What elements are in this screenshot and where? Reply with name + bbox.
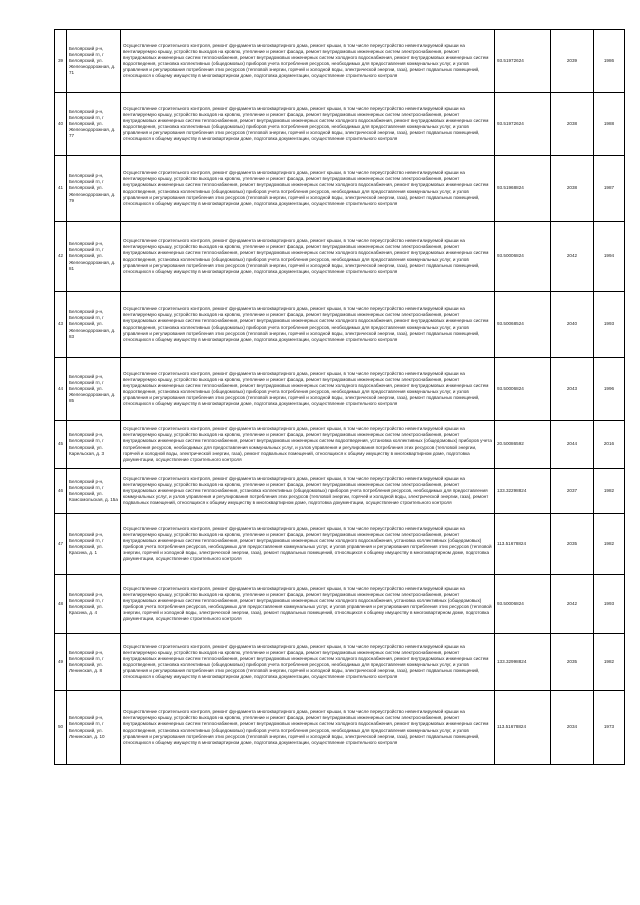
row-number: 42 — [55, 222, 67, 292]
cost-cell: 93.50006824 — [495, 222, 551, 292]
table-row — [55, 469, 625, 514]
works-description-cell: Осуществление строительного контроля, ремонт фундамента многоквартирного дома, ремонт крыши, в том числе переустройство невентилируемой крыши на вентилируемую крышу, устройство выходов на кровлю, утепление и ремонт фасада, ремонт внутридомовых инженерных систем электроснабжения, ремонт внутридомовых инженерных систем теплоснабжения, ремонт внутридомовых инженерных систем холодного водоснабжения, установка коллективных (общедомовых) приборов учета потребления ресурсов, необходимых для предоставления коммунальных услуг, и узлов управления и регулирования потребления этих ресурсов (тепловой энергии, горячей и холодной воды, электрической энергии, газа), ремонт подвальных помещений, относящихся к общему имуществу в многоквартирном доме, подготовка документации, осуществление строительного контроля — [121, 514, 495, 575]
works-description-cell: Осуществление строительного контроля, ремонт фундамента многоквартирного дома, ремонт крыши, в том числе переустройство невентилируемой крыши на вентилируемую крышу, устройство выходов на кровлю, утепление и ремонт фасада, ремонт внутридомовых инженерных систем электроснабжения, ремонт внутридомовых инженерных систем теплоснабжения, ремонт внутридомовых инженерных систем холодного водоснабжения, ремонт внутридомовых инженерных систем водоотведения, установка коллективных (общедомовых) приборов учета потребления ресурсов, необходимых для предоставления коммунальных услуг, и узлов управления и регулирования потребления этих ресурсов (тепловой энергии, горячей и холодной воды, электрической энергии, газа), ремонт подвальных помещений, относящихся к общему имуществу в многоквартирном доме, подготовка документации, осуществление строительного контроля — [121, 358, 495, 421]
table-row — [55, 514, 625, 575]
built-year-cell: 1986 — [594, 30, 625, 93]
planned-year-cell: 2042 — [551, 575, 594, 634]
address-cell: Белоярский р-н, Белоярский гп, г Белоярский, ул. Железнодорожная, д. 71 — [67, 30, 121, 93]
table-row — [55, 421, 625, 469]
planned-year-cell: 2039 — [551, 30, 594, 93]
planned-year-cell: 2035 — [551, 514, 594, 575]
row-number: 49 — [55, 634, 67, 691]
row-number: 46 — [55, 469, 67, 514]
row-number: 44 — [55, 358, 67, 421]
cost-cell: 93.50006824 — [495, 358, 551, 421]
works-description-cell: Осуществление строительного контроля, ремонт фундамента многоквартирного дома, ремонт крыши, в том числе переустройство невентилируемой крыши на вентилируемую крышу, устройство выходов на кровлю, утепление и ремонт фасада, ремонт внутридомовых инженерных систем электроснабжения, ремонт внутридомовых инженерных систем теплоснабжения, ремонт внутридомовых инженерных систем холодного водоснабжения, ремонт внутридомовых инженерных систем водоотведения, установка коллективных (общедомовых) приборов учета потребления ресурсов, необходимых для предоставления коммунальных услуг, и узлов управления и регулирования потребления этих ресурсов (тепловой энергии, горячей и холодной воды, электрической энергии, газа), ремонт подвальных помещений, относящихся к общему имуществу в многоквартирном доме, подготовка документации, осуществление строительного контроля — [121, 634, 495, 691]
planned-year-cell: 2035 — [551, 634, 594, 691]
works-description-cell: Осуществление строительного контроля, ремонт фундамента многоквартирного дома, ремонт крыши, в том числе переустройство невентилируемой крыши на вентилируемую крышу, устройство выходов на кровлю, утепление и ремонт фасада, ремонт внутридомовых инженерных систем электроснабжения, ремонт внутридомовых инженерных систем теплоснабжения, ремонт внутридомовых инженерных систем холодного водоснабжения, ремонт внутридомовых инженерных систем водоотведения, установка коллективных (общедомовых) приборов учета потребления ресурсов, необходимых для предоставления коммунальных услуг, и узлов управления и регулирования потребления этих ресурсов (тепловой энергии, горячей и холодной воды, электрической энергии, газа), ремонт подвальных помещений, относящихся к общему имуществу в многоквартирном доме, подготовка документации, осуществление строительного контроля — [121, 691, 495, 765]
cost-cell: 93.51972624 — [495, 93, 551, 156]
address-cell: Белоярский р-н, Белоярский гп, г Белоярский, ул. Карельская, д. 3 — [67, 421, 121, 469]
planned-year-cell: 2042 — [551, 222, 594, 292]
built-year-cell: 1988 — [594, 93, 625, 156]
repair-schedule-table — [54, 29, 625, 765]
built-year-cell: 1982 — [594, 634, 625, 691]
address-cell: Белоярский р-н, Белоярский гп, г Белоярский, ул. Комсомольская, д. 15а — [67, 469, 121, 514]
works-description-cell: Осуществление строительного контроля, ремонт фундамента многоквартирного дома, ремонт крыши, в том числе переустройство невентилируемой крыши на вентилируемую крышу, устройство выходов на кровлю, утепление и ремонт фасада, ремонт внутридомовых инженерных систем электроснабжения, ремонт внутридомовых инженерных систем теплоснабжения, ремонт внутридомовых инженерных систем холодного водоснабжения, ремонт внутридомовых инженерных систем водоотведения, установка коллективных (общедомовых) приборов учета потребления ресурсов, необходимых для предоставления коммунальных услуг, и узлов управления и регулирования потребления этих ресурсов (тепловой энергии, горячей и холодной воды, электрической энергии, газа), ремонт подвальных помещений, относящихся к общему имуществу в многоквартирном доме, подготовка документации, осуществление строительного контроля — [121, 30, 495, 93]
planned-year-cell: 2040 — [551, 292, 594, 358]
works-description-cell: Осуществление строительного контроля, ремонт фундамента многоквартирного дома, ремонт крыши, в том числе переустройство невентилируемой крыши на вентилируемую крышу, устройство выходов на кровлю, утепление и ремонт фасада, ремонт внутридомовых инженерных систем электроснабжения, ремонт внутридомовых инженерных систем теплоснабжения, ремонт внутридомовых инженерных систем холодного водоснабжения, установка коллективных (общедомовых) приборов учета потребления ресурсов, необходимых для предоставления коммунальных услуг, и узлов управления и регулирования потребления этих ресурсов (тепловой энергии, горячей и холодной воды, электрической энергии, газа), ремонт подвальных помещений, относящихся к общему имуществу в многоквартирном доме, подготовка документации, осуществление строительного контроля — [121, 575, 495, 634]
cost-cell: 20.50086592 — [495, 421, 551, 469]
built-year-cell: 1987 — [594, 156, 625, 222]
row-number: 50 — [55, 691, 67, 765]
address-cell: Белоярский р-н, Белоярский гп, г Белоярский, ул. Красина, д. 4 — [67, 575, 121, 634]
document-page — [54, 29, 624, 765]
built-year-cell: 2016 — [594, 421, 625, 469]
cost-cell: 133.32998824 — [495, 634, 551, 691]
planned-year-cell: 2043 — [551, 358, 594, 421]
table-body — [55, 30, 625, 765]
planned-year-cell: 2038 — [551, 156, 594, 222]
built-year-cell: 1982 — [594, 514, 625, 575]
works-description-cell: Осуществление строительного контроля, ремонт фундамента многоквартирного дома, ремонт крыши, в том числе переустройство невентилируемой крыши на вентилируемую крышу, устройство выходов на кровлю, утепление и ремонт фасада, ремонт внутридомовых инженерных систем электроснабжения, ремонт внутридомовых инженерных систем теплоснабжения, ремонт внутридомовых инженерных систем холодного водоснабжения, ремонт внутридомовых инженерных систем водоотведения, установка коллективных (общедомовых) приборов учета потребления ресурсов, необходимых для предоставления коммунальных услуг, и узлов управления и регулирования потребления этих ресурсов (тепловой энергии, горячей и холодной воды, электрической энергии, газа), ремонт подвальных помещений, относящихся к общему имуществу в многоквартирном доме, подготовка документации, осуществление строительного контроля — [121, 222, 495, 292]
works-description-cell: Осуществление строительного контроля, ремонт фундамента многоквартирного дома, ремонт крыши, в том числе переустройство невентилируемой крыши на вентилируемую крышу, устройство выходов на кровлю, утепление и ремонт фасада, ремонт внутридомовых инженерных систем электроснабжения, ремонт внутридомовых инженерных систем теплоснабжения, ремонт внутридомовых инженерных систем холодного водоснабжения, ремонт внутридомовых инженерных систем водоотведения, установка коллективных (общедомовых) приборов учета потребления ресурсов, необходимых для предоставления коммунальных услуг, и узлов управления и регулирования потребления этих ресурсов (тепловой энергии, горячей и холодной воды, электрической энергии, газа), ремонт подвальных помещений, относящихся к общему имуществу в многоквартирном доме, подготовка документации, осуществление строительного контроля — [121, 93, 495, 156]
address-cell: Белоярский р-н, Белоярский гп, г Белоярский, ул. Железнодорожная, д. 83 — [67, 292, 121, 358]
table-row — [55, 575, 625, 634]
built-year-cell: 1993 — [594, 575, 625, 634]
works-description-cell: Осуществление строительного контроля, ремонт фундамента многоквартирного дома, ремонт крыши, в том числе переустройство невентилируемой крыши на вентилируемую крышу, устройство выходов на кровлю, утепление и ремонт фасада, ремонт внутридомовых инженерных систем электроснабжения, ремонт внутридомовых инженерных систем теплоснабжения, ремонт внутридомовых инженерных систем водоотведения, установка коллективных (общедомовых) приборов учета потребления ресурсов, необходимых для предоставления коммунальных услуг, и узлов управления и регулирования потребления этих ресурсов (тепловой энергии, горячей и холодной воды, электрической энергии, газа), ремонт подвальных помещений, относящихся к общему имуществу в многоквартирном доме, подготовка документации, осуществление строительного контроля — [121, 421, 495, 469]
table-row — [55, 691, 625, 765]
cost-cell: 93.51968824 — [495, 156, 551, 222]
built-year-cell: 1994 — [594, 222, 625, 292]
cost-cell: 113.51678824 — [495, 691, 551, 765]
row-number: 45 — [55, 421, 67, 469]
table-row — [55, 93, 625, 156]
row-number: 41 — [55, 156, 67, 222]
planned-year-cell: 2034 — [551, 691, 594, 765]
cost-cell: 93.51972624 — [495, 30, 551, 93]
table-row — [55, 30, 625, 93]
row-number: 48 — [55, 575, 67, 634]
planned-year-cell: 2038 — [551, 93, 594, 156]
cost-cell: 133.32298824 — [495, 469, 551, 514]
cost-cell: 113.51678824 — [495, 514, 551, 575]
address-cell: Белоярский р-н, Белоярский гп, г Белоярский, ул. Ленинская, д. 10 — [67, 691, 121, 765]
row-number: 43 — [55, 292, 67, 358]
built-year-cell: 1996 — [594, 358, 625, 421]
works-description-cell: Осуществление строительного контроля, ремонт фундамента многоквартирного дома, ремонт крыши, в том числе переустройство невентилируемой крыши на вентилируемую крышу, устройство выходов на кровлю, утепление и ремонт фасада, ремонт внутридомовых инженерных систем электроснабжения, ремонт внутридомовых инженерных систем теплоснабжения, ремонт внутридомовых инженерных систем холодного водоснабжения, ремонт внутридомовых инженерных систем водоотведения, установка коллективных (общедомовых) приборов учета потребления ресурсов, необходимых для предоставления коммунальных услуг, и узлов управления и регулирования потребления этих ресурсов (тепловой энергии, горячей и холодной воды, электрической энергии, газа), ремонт подвальных помещений, относящихся к общему имуществу в многоквартирном доме, подготовка документации, осуществление строительного контроля — [121, 292, 495, 358]
built-year-cell: 1993 — [594, 292, 625, 358]
cost-cell: 93.50006824 — [495, 575, 551, 634]
cost-cell: 93.50068524 — [495, 292, 551, 358]
table-row — [55, 292, 625, 358]
planned-year-cell: 2037 — [551, 469, 594, 514]
address-cell: Белоярский р-н, Белоярский гп, г Белоярский, ул. Ленинская, д. 8 — [67, 634, 121, 691]
row-number: 47 — [55, 514, 67, 575]
row-number: 40 — [55, 93, 67, 156]
address-cell: Белоярский р-н, Белоярский гп, г Белоярский, ул. Красина, д. 1 — [67, 514, 121, 575]
works-description-cell: Осуществление строительного контроля, ремонт фундамента многоквартирного дома, ремонт крыши, в том числе переустройство невентилируемой крыши на вентилируемую крышу, устройство выходов на кровлю, утепление и ремонт фасада, ремонт внутридомовых инженерных систем электроснабжения, ремонт внутридомовых инженерных систем теплоснабжения, установка коллективных (общедомовых) приборов учета потребления ресурсов, необходимых для предоставления коммунальных услуг, и узлов управления и регулирования потребления этих ресурсов (тепловой энергии, горячей и холодной воды, электрической энергии, газа), ремонт подвальных помещений, относящихся к общему имуществу в многоквартирном доме, подготовка документации, осуществление строительного контроля — [121, 469, 495, 514]
planned-year-cell: 2044 — [551, 421, 594, 469]
row-number: 39 — [55, 30, 67, 93]
table-row — [55, 222, 625, 292]
address-cell: Белоярский р-н, Белоярский гп, г Белоярский, ул. Железнодорожная, д. 79 — [67, 156, 121, 222]
table-row — [55, 634, 625, 691]
address-cell: Белоярский р-н, Белоярский гп, г Белоярский, ул. Железнодорожная, д. 85 — [67, 358, 121, 421]
table-row — [55, 156, 625, 222]
built-year-cell: 1973 — [594, 691, 625, 765]
table-row — [55, 358, 625, 421]
built-year-cell: 1982 — [594, 469, 625, 514]
works-description-cell: Осуществление строительного контроля, ремонт фундамента многоквартирного дома, ремонт крыши, в том числе переустройство невентилируемой крыши на вентилируемую крышу, устройство выходов на кровлю, утепление и ремонт фасада, ремонт внутридомовых инженерных систем электроснабжения, ремонт внутридомовых инженерных систем теплоснабжения, ремонт внутридомовых инженерных систем холодного водоснабжения, ремонт внутридомовых инженерных систем водоотведения, установка коллективных (общедомовых) приборов учета потребления ресурсов, необходимых для предоставления коммунальных услуг, и узлов управления и регулирования потребления этих ресурсов (тепловой энергии, горячей и холодной воды, электрической энергии, газа), ремонт подвальных помещений, относящихся к общему имуществу в многоквартирном доме, подготовка документации, осуществление строительного контроля — [121, 156, 495, 222]
address-cell: Белоярский р-н, Белоярский гп, г Белоярский, ул. Железнодорожная, д. 77 — [67, 93, 121, 156]
address-cell: Белоярский р-н, Белоярский гп, г Белоярский, ул. Железнодорожная, д. 81 — [67, 222, 121, 292]
